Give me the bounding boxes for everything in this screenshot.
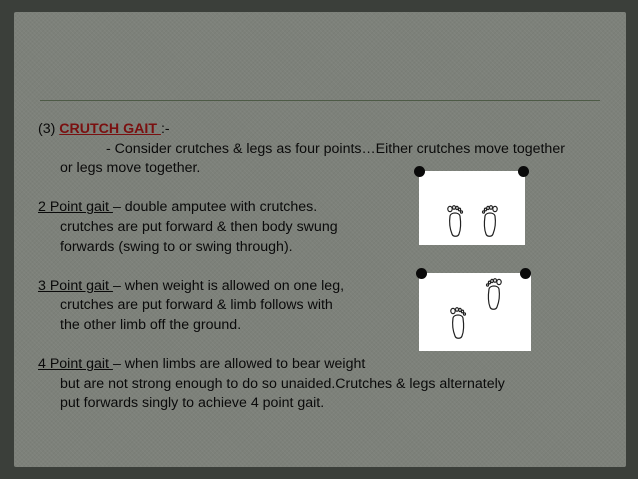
crutch-point-right-icon — [518, 166, 529, 177]
gait-detail: but are not strong enough to do so unaided.Crutches & legs alternately — [60, 375, 505, 392]
crutch-point-left-icon — [416, 268, 427, 279]
section-title: CRUTCH GAIT — [59, 121, 161, 137]
gait-description: – when weight is allowed on one leg, — [112, 277, 345, 294]
crutch-point-right-icon — [520, 268, 531, 279]
gait-detail: crutches are put forward & limb follows with — [60, 297, 333, 314]
gait-heading-2-point — [38, 198, 613, 218]
gait-detail: forwards (swing to or swing through). — [60, 238, 293, 255]
gait-name: 2 Point gait — [38, 199, 113, 216]
gait-heading-4-point — [38, 355, 613, 375]
intro-line-1: - Consider crutches & legs as four points…Either crutches move together — [106, 140, 565, 157]
gait-name: 4 Point gait — [38, 356, 113, 373]
gait-detail: the other limb off the ground. — [60, 316, 242, 333]
slide-body — [38, 120, 613, 414]
three-point-gait-diagram — [419, 273, 531, 351]
section-title-suffix: :- — [160, 121, 170, 137]
gait-description: – double amputee with crutches. — [112, 199, 318, 216]
gait-detail: put forwards singly to achieve 4 point gait. — [60, 395, 325, 412]
section-number: (3) — [38, 121, 60, 137]
section-heading — [38, 120, 613, 140]
footprint-left-icon — [446, 204, 464, 238]
divider-rule — [40, 100, 600, 101]
footprint-right-icon — [481, 204, 499, 238]
two-point-gait-diagram — [419, 171, 525, 245]
intro-line-2: or legs move together. — [60, 160, 201, 177]
gait-description: – when limbs are allowed to bear weight — [112, 356, 366, 373]
gait-name: 3 Point gait — [38, 277, 113, 294]
crutch-point-left-icon — [414, 166, 425, 177]
footprint-left-icon — [449, 306, 467, 340]
gait-detail: crutches are put forward & then body swung — [60, 218, 338, 235]
footprint-right-icon — [485, 277, 503, 311]
